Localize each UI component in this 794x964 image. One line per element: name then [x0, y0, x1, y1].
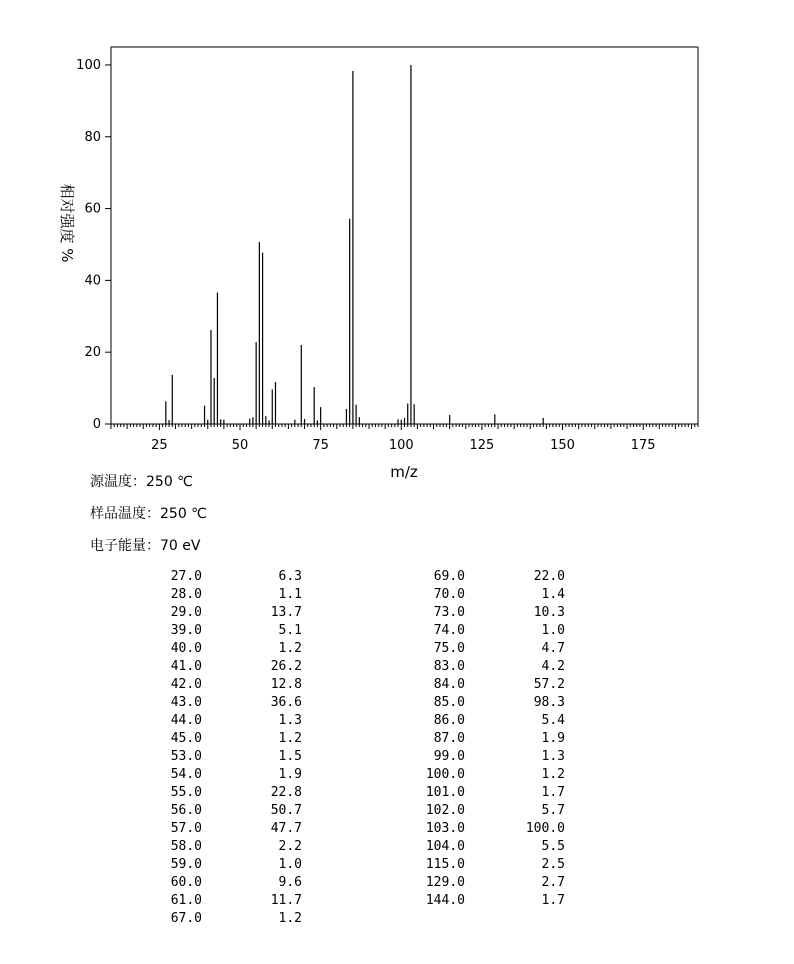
peak-mz: 102.0 — [425, 803, 465, 818]
source-temperature: 源温度：250 ℃ — [90, 474, 193, 490]
peak-intensity: 22.0 — [533, 569, 565, 584]
peak-mz: 55.0 — [170, 785, 202, 800]
y-tick-label: 20 — [84, 345, 101, 361]
peak-intensity: 100.0 — [525, 821, 565, 836]
peak-table-left — [160, 568, 302, 928]
y-axis-label: 相对强度 % — [58, 183, 76, 263]
peak-row — [423, 658, 565, 676]
peak-intensity: 1.2 — [278, 641, 302, 656]
peak-mz: 75.0 — [433, 641, 465, 656]
peak-row — [423, 676, 565, 694]
x-tick-label: 100 — [388, 438, 414, 453]
peak-intensity: 1.7 — [541, 785, 565, 800]
peak-mz: 59.0 — [170, 857, 202, 872]
peak-row — [423, 604, 565, 622]
peak-intensity: 1.2 — [278, 731, 302, 746]
peak-row — [423, 748, 565, 766]
y-tick-label: 0 — [92, 417, 101, 432]
x-tick-label: 125 — [469, 438, 495, 453]
peak-intensity: 6.3 — [278, 569, 302, 584]
x-tick-label: 150 — [550, 438, 575, 453]
peak-intensity: 1.7 — [541, 893, 565, 908]
y-tick-label: 80 — [84, 129, 101, 145]
peak-row — [423, 712, 565, 730]
peak-mz: 39.0 — [170, 623, 202, 638]
peak-mz: 54.0 — [170, 767, 202, 782]
peak-mz: 29.0 — [170, 605, 202, 620]
peak-intensity: 2.2 — [278, 839, 302, 854]
peak-row — [160, 604, 302, 622]
peak-row — [160, 586, 302, 604]
peak-mz: 84.0 — [433, 677, 465, 692]
peak-intensity: 1.2 — [278, 911, 302, 926]
sample-temperature: 样品温度：250 ℃ — [90, 506, 207, 522]
peak-mz: 86.0 — [433, 713, 465, 728]
peak-row — [160, 838, 302, 856]
x-minor-ticks — [111, 424, 698, 430]
peak-intensity: 1.3 — [278, 713, 302, 728]
peak-row — [160, 802, 302, 820]
peak-row — [160, 784, 302, 802]
peak-row — [423, 640, 565, 658]
peak-row — [423, 856, 565, 874]
peak-mz: 57.0 — [170, 821, 202, 836]
peak-intensity: 1.0 — [541, 623, 565, 638]
peak-intensity: 9.6 — [278, 875, 302, 890]
y-axis-ticks — [76, 58, 111, 432]
peak-row — [160, 568, 302, 586]
peak-intensity: 57.2 — [533, 677, 565, 692]
peak-intensity: 50.7 — [270, 803, 302, 818]
peak-row — [423, 838, 565, 856]
peak-intensity: 5.7 — [541, 803, 565, 818]
peak-mz: 74.0 — [433, 623, 465, 638]
peak-row — [160, 694, 302, 712]
peak-row — [160, 730, 302, 748]
peak-intensity: 1.4 — [541, 587, 565, 602]
x-axis-ticks — [151, 438, 655, 453]
x-tick-label: 50 — [231, 438, 249, 453]
y-tick-label: 40 — [84, 273, 101, 289]
peak-mz: 43.0 — [170, 695, 202, 710]
peak-intensity: 2.7 — [541, 875, 565, 890]
peak-row — [160, 676, 302, 694]
peak-intensity: 5.4 — [541, 713, 565, 728]
peak-row — [423, 766, 565, 784]
peak-row — [423, 694, 565, 712]
peak-mz: 69.0 — [433, 569, 465, 584]
x-tick-label: 175 — [630, 438, 656, 453]
peak-mz: 61.0 — [170, 893, 202, 908]
peak-row — [160, 766, 302, 784]
peak-mz: 100.0 — [425, 767, 465, 782]
page-cutoff — [0, 929, 794, 964]
peak-row — [423, 784, 565, 802]
peak-intensity: 1.9 — [278, 767, 302, 782]
peak-intensity: 47.7 — [270, 821, 302, 836]
x-tick-label: 25 — [151, 438, 168, 453]
peak-intensity: 5.1 — [278, 623, 302, 638]
x-tick-label: 75 — [312, 438, 329, 453]
peak-mz: 104.0 — [425, 839, 465, 854]
peak-mz: 87.0 — [433, 731, 465, 746]
peak-intensity: 11.7 — [270, 893, 302, 908]
peak-mz: 99.0 — [433, 749, 465, 764]
peak-intensity: 1.2 — [541, 767, 565, 782]
x-axis-label: m/z — [390, 463, 418, 480]
peak-mz: 101.0 — [425, 785, 465, 800]
peak-intensity: 1.9 — [541, 731, 565, 746]
peak-row — [423, 802, 565, 820]
peak-intensity: 4.7 — [541, 641, 565, 656]
peak-mz: 45.0 — [170, 731, 202, 746]
peak-mz: 41.0 — [170, 659, 202, 674]
peak-intensity: 98.3 — [533, 695, 565, 710]
peak-intensity: 36.6 — [270, 695, 302, 710]
peak-mz: 67.0 — [170, 911, 202, 926]
peak-row — [423, 820, 565, 838]
peak-intensity: 1.0 — [278, 857, 302, 872]
peak-row — [423, 730, 565, 748]
peak-intensity: 12.8 — [270, 677, 302, 692]
peak-intensity: 4.2 — [541, 659, 565, 674]
peak-row — [423, 892, 565, 910]
peak-row — [160, 856, 302, 874]
peak-intensity: 26.2 — [270, 659, 302, 674]
peak-mz: 70.0 — [433, 587, 465, 602]
peak-mz: 73.0 — [433, 605, 465, 620]
peak-intensity: 13.7 — [270, 605, 302, 620]
peak-mz: 58.0 — [170, 839, 202, 854]
peak-mz: 28.0 — [170, 587, 202, 602]
peak-mz: 83.0 — [433, 659, 465, 674]
peak-mz: 56.0 — [170, 803, 202, 818]
peak-mz: 85.0 — [433, 695, 465, 710]
peak-intensity: 22.8 — [270, 785, 302, 800]
peak-mz: 115.0 — [425, 857, 465, 872]
y-tick-label: 100 — [76, 57, 101, 73]
peak-intensity: 5.5 — [541, 839, 565, 854]
peak-row — [423, 622, 565, 640]
peak-row — [423, 568, 565, 586]
peak-mz: 60.0 — [170, 875, 202, 890]
peak-mz: 129.0 — [425, 875, 465, 890]
peak-row — [423, 586, 565, 604]
peak-row — [160, 622, 302, 640]
peak-intensity: 1.3 — [541, 749, 565, 764]
peak-mz: 44.0 — [170, 713, 202, 728]
peak-row — [160, 892, 302, 910]
peak-mz: 53.0 — [170, 749, 202, 764]
peak-mz: 27.0 — [170, 569, 202, 584]
peak-row — [423, 874, 565, 892]
plot-frame — [111, 47, 698, 424]
peak-row — [160, 712, 302, 730]
y-tick-label: 60 — [84, 201, 101, 217]
peak-row — [160, 748, 302, 766]
peak-intensity: 1.1 — [278, 587, 302, 602]
peak-mz: 144.0 — [425, 893, 465, 908]
peak-intensity: 1.5 — [278, 749, 302, 764]
peak-row — [160, 658, 302, 676]
mass-spectrum-chart — [0, 0, 794, 480]
peak-mz: 40.0 — [170, 641, 202, 656]
spectrum-peaks — [166, 65, 543, 424]
electron-energy: 电子能量：70 eV — [90, 538, 201, 554]
peak-mz: 103.0 — [425, 821, 465, 836]
peak-mz: 42.0 — [170, 677, 202, 692]
peak-row — [160, 820, 302, 838]
peak-row — [160, 910, 302, 928]
peak-row — [160, 874, 302, 892]
peak-intensity: 2.5 — [541, 857, 565, 872]
peak-table-right — [423, 568, 565, 910]
peak-row — [160, 640, 302, 658]
peak-intensity: 10.3 — [533, 605, 565, 620]
